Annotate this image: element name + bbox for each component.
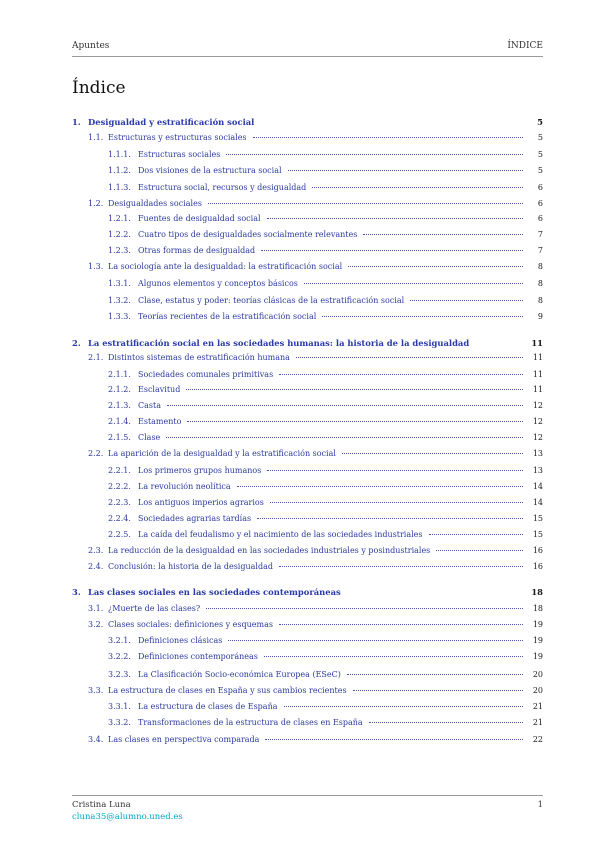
toc-label: Estructuras sociales: [138, 150, 221, 159]
toc-label: Dos visiones de la estructura social: [138, 166, 282, 175]
toc-number: 1.2.1.: [108, 214, 131, 223]
toc-page-number: 20: [532, 686, 543, 695]
toc-section[interactable]: [72, 353, 543, 369]
toc-dot-leader: [284, 706, 524, 707]
footer-author: Cristina Luna: [72, 800, 131, 810]
toc-dot-leader: [279, 374, 523, 375]
toc-dot-leader: [237, 486, 523, 487]
page-header: [72, 41, 543, 55]
toc-subsection[interactable]: [72, 246, 543, 262]
toc-dot-leader: [429, 534, 523, 535]
toc-number: 2.1.1.: [108, 370, 131, 379]
toc-number: 2.2.2.: [108, 482, 131, 491]
toc-number: 2.2.: [88, 449, 104, 458]
toc-section[interactable]: [72, 199, 543, 215]
toc-number: 1.2.: [88, 199, 104, 208]
toc-number: 1.1.1.: [108, 150, 131, 159]
toc-subsection[interactable]: [72, 166, 543, 182]
toc-number: 2.1.3.: [108, 401, 131, 410]
toc-page-number: 5: [537, 150, 543, 159]
toc-number: 1.3.1.: [108, 279, 131, 288]
toc-label: Estamento: [138, 417, 182, 426]
toc-page-number: 13: [532, 449, 543, 458]
toc-number: 3.2.2.: [108, 652, 131, 661]
toc-page-number: 7: [537, 246, 543, 255]
toc-number: 1.2.3.: [108, 246, 131, 255]
toc-label: Definiciones clásicas: [138, 636, 223, 645]
toc-page-number: 5: [537, 117, 543, 127]
toc-page-number: 8: [537, 262, 543, 271]
toc-subsection[interactable]: [72, 370, 543, 386]
toc-subsection[interactable]: [72, 482, 543, 498]
toc-page-number: 15: [532, 530, 543, 539]
toc-label: La Clasificación Socio-económica Europea (ESeC): [138, 670, 341, 679]
toc-dot-leader: [226, 154, 523, 155]
toc-subsection[interactable]: [72, 498, 543, 514]
toc-page-number: 11: [532, 353, 543, 362]
toc-page-number: 5: [537, 133, 543, 142]
toc-label: Sociedades agrarias tardías: [138, 514, 252, 523]
toc-label: Desigualdad y estratificación social: [88, 117, 255, 127]
toc-page-number: 19: [532, 652, 543, 661]
toc-label: La reducción de la desigualdad en las sociedades industriales y posindustriales: [108, 546, 431, 555]
toc-page-number: 21: [532, 702, 543, 711]
toc-dot-leader: [166, 437, 523, 438]
toc-dot-leader: [369, 722, 523, 723]
toc-number: 2.2.3.: [108, 498, 131, 507]
toc-label: La estructura de clases de España: [138, 702, 278, 711]
toc-page-number: 14: [532, 498, 543, 507]
toc-page-number: 12: [532, 401, 543, 410]
toc-dot-leader: [279, 624, 523, 625]
toc-dot-leader: [253, 137, 523, 138]
header-rule: [72, 56, 543, 57]
toc-dot-leader: [288, 170, 523, 171]
toc-subsection[interactable]: [72, 433, 543, 449]
toc-subsection[interactable]: [72, 230, 543, 246]
toc-dot-leader: [270, 502, 523, 503]
toc-number: 2.2.4.: [108, 514, 131, 523]
toc-number: 2.1.4.: [108, 417, 131, 426]
toc-label: Esclavitud: [138, 385, 181, 394]
toc-number: 1.3.2.: [108, 296, 131, 305]
toc-label: Las clases en perspectiva comparada: [108, 735, 260, 744]
toc-subsection[interactable]: [72, 183, 543, 199]
toc-number: 2.3.: [88, 546, 104, 555]
toc-number: 2.2.1.: [108, 466, 131, 475]
toc-dot-leader: [312, 187, 523, 188]
toc-chapter[interactable]: [72, 117, 543, 133]
toc-number: 1.: [72, 117, 81, 127]
toc-dot-leader: [257, 518, 523, 519]
toc-number: 3.1.: [88, 604, 104, 613]
header-right: ÍNDICE: [507, 41, 543, 51]
toc-dot-leader: [363, 234, 523, 235]
toc-subsection[interactable]: [72, 530, 543, 546]
toc-dot-leader: [167, 405, 523, 406]
toc-label: La revolución neolítica: [138, 482, 231, 491]
toc-number: 3.3.1.: [108, 702, 131, 711]
toc-page-number: 19: [532, 620, 543, 629]
toc-number: 3.2.1.: [108, 636, 131, 645]
toc-page-number: 12: [532, 433, 543, 442]
toc-number: 3.2.3.: [108, 670, 131, 679]
toc-page-number: 19: [532, 636, 543, 645]
toc-number: 1.2.2.: [108, 230, 131, 239]
toc-subsection[interactable]: [72, 401, 543, 417]
toc-page-number: 18: [531, 587, 543, 597]
toc-number: 2.2.5.: [108, 530, 131, 539]
toc-page-number: 7: [537, 230, 543, 239]
toc-number: 1.1.2.: [108, 166, 131, 175]
toc-page-number: 22: [532, 735, 543, 744]
toc-subsection[interactable]: [72, 417, 543, 433]
toc-dot-leader: [261, 250, 523, 251]
toc-label: Desigualdades sociales: [108, 199, 202, 208]
toc-page-number: 6: [537, 214, 543, 223]
toc-page-number: 21: [532, 718, 543, 727]
toc-dot-leader: [342, 453, 523, 454]
page-title: Índice: [72, 78, 126, 98]
toc-page-number: 6: [537, 199, 543, 208]
toc-subsection[interactable]: [72, 670, 543, 686]
toc-label: Transformaciones de la estructura de clases en España: [138, 718, 363, 727]
toc-label: La estructura de clases en España y sus cambios recientes: [108, 686, 347, 695]
header-left: Apuntes: [72, 41, 110, 51]
toc-label: La aparición de la desigualdad y la estratificación social: [108, 449, 336, 458]
toc-label: La sociología ante la desigualdad: la estratificación social: [108, 262, 343, 271]
toc-number: 2.1.5.: [108, 433, 131, 442]
toc-dot-leader: [322, 316, 523, 317]
toc-section[interactable]: [72, 562, 543, 578]
toc-number: 2.1.: [88, 353, 104, 362]
toc-number: 3.2.: [88, 620, 104, 629]
toc-dot-leader: [348, 266, 523, 267]
toc-label: Otras formas de desigualdad: [138, 246, 256, 255]
toc-page-number: 13: [532, 466, 543, 475]
toc-label: Fuentes de desigualdad social: [138, 214, 261, 223]
toc-subsection[interactable]: [72, 466, 543, 482]
toc-section[interactable]: [72, 133, 543, 149]
toc-number: 2.1.2.: [108, 385, 131, 394]
toc-number: 3.: [72, 587, 81, 597]
footer-page-number: 1: [537, 800, 543, 810]
toc-dot-leader: [206, 608, 523, 609]
toc-dot-leader: [353, 690, 523, 691]
toc-dot-leader: [264, 656, 523, 657]
toc-dot-leader: [187, 421, 523, 422]
toc-subsection[interactable]: [72, 514, 543, 530]
toc-subsection[interactable]: [72, 718, 543, 734]
toc-page-number: 16: [532, 546, 543, 555]
toc-section[interactable]: [72, 620, 543, 636]
toc-dot-leader: [208, 203, 523, 204]
toc-section[interactable]: [72, 735, 543, 751]
toc-chapter[interactable]: [72, 338, 543, 354]
toc-label: Clases sociales: definiciones y esquemas: [108, 620, 273, 629]
toc-number: 2.: [72, 338, 81, 348]
toc-label: Los primeros grupos humanos: [138, 466, 262, 475]
toc-label: Distintos sistemas de estratificación humana: [108, 353, 290, 362]
toc-page-number: 8: [537, 296, 543, 305]
toc-page-number: 11: [532, 385, 543, 394]
toc-page-number: 9: [537, 312, 543, 321]
toc-dot-leader: [410, 300, 523, 301]
toc-label: Estructura social, recursos y desigualdad: [138, 183, 307, 192]
toc-label: Sociedades comunales primitivas: [138, 370, 274, 379]
toc-subsection[interactable]: [72, 296, 543, 312]
toc-label: Casta: [138, 401, 161, 410]
toc-number: 2.4.: [88, 562, 104, 571]
toc-section[interactable]: [72, 546, 543, 562]
toc-number: 1.1.3.: [108, 183, 131, 192]
toc-page-number: 18: [532, 604, 543, 613]
toc-subsection[interactable]: [72, 279, 543, 295]
toc-page-number: 5: [537, 166, 543, 175]
toc-number: 3.3.2.: [108, 718, 131, 727]
toc-label: Cuatro tipos de desigualdades socialmente relevantes: [138, 230, 358, 239]
toc-label: Estructuras y estructuras sociales: [108, 133, 247, 142]
toc-dot-leader: [436, 550, 523, 551]
toc-dot-leader: [279, 566, 523, 567]
toc-subsection[interactable]: [72, 312, 543, 328]
toc-page-number: 8: [537, 279, 543, 288]
toc-label: Clase, estatus y poder: teorías clásicas de la estratificación social: [138, 296, 405, 305]
toc-number: 3.4.: [88, 735, 104, 744]
toc-section[interactable]: [72, 449, 543, 465]
toc-section[interactable]: [72, 262, 543, 278]
footer-email-link[interactable]: cluna35@alumno.uned.es: [72, 812, 183, 822]
toc-label: Clase: [138, 433, 161, 442]
toc-label: Los antiguos imperios agrarios: [138, 498, 264, 507]
toc-subsection[interactable]: [72, 214, 543, 230]
toc-subsection[interactable]: [72, 702, 543, 718]
toc-number: 3.3.: [88, 686, 104, 695]
footer-rule: [72, 795, 543, 796]
toc-dot-leader: [267, 470, 523, 471]
toc-page-number: 16: [532, 562, 543, 571]
toc-dot-leader: [228, 640, 523, 641]
toc-subsection[interactable]: [72, 385, 543, 401]
toc-number: 1.3.3.: [108, 312, 131, 321]
toc-subsection[interactable]: [72, 150, 543, 166]
toc-page-number: 11: [531, 338, 543, 348]
toc-label: La caída del feudalismo y el nacimiento de las sociedades industriales: [138, 530, 423, 539]
toc-label: Las clases sociales en las sociedades contemporáneas: [88, 587, 341, 597]
toc-section[interactable]: [72, 686, 543, 702]
toc-chapter[interactable]: [72, 587, 543, 603]
toc-dot-leader: [304, 283, 523, 284]
toc-number: 1.3.: [88, 262, 104, 271]
toc-page-number: 12: [532, 417, 543, 426]
toc-dot-leader: [267, 218, 523, 219]
toc-number: 1.1.: [88, 133, 104, 142]
toc-label: Teorías recientes de la estratificación social: [138, 312, 317, 321]
toc-label: Conclusión: la historia de la desigualdad: [108, 562, 273, 571]
toc-label: ¿Muerte de las clases?: [108, 604, 201, 613]
toc-dot-leader: [296, 357, 523, 358]
toc-dot-leader: [265, 739, 523, 740]
toc-page-number: 11: [532, 370, 543, 379]
toc-dot-leader: [347, 674, 523, 675]
toc-page-number: 15: [532, 514, 543, 523]
toc-label: La estratificación social en las sociedades humanas: la historia de la desigualdad: [88, 338, 470, 348]
toc-page-number: 20: [532, 670, 543, 679]
toc-subsection[interactable]: [72, 636, 543, 652]
toc-page-number: 6: [537, 183, 543, 192]
toc-section[interactable]: [72, 604, 543, 620]
toc-label: Definiciones contemporáneas: [138, 652, 258, 661]
toc-subsection[interactable]: [72, 652, 543, 668]
toc-dot-leader: [186, 389, 523, 390]
toc-label: Algunos elementos y conceptos básicos: [138, 279, 298, 288]
toc-page-number: 14: [532, 482, 543, 491]
